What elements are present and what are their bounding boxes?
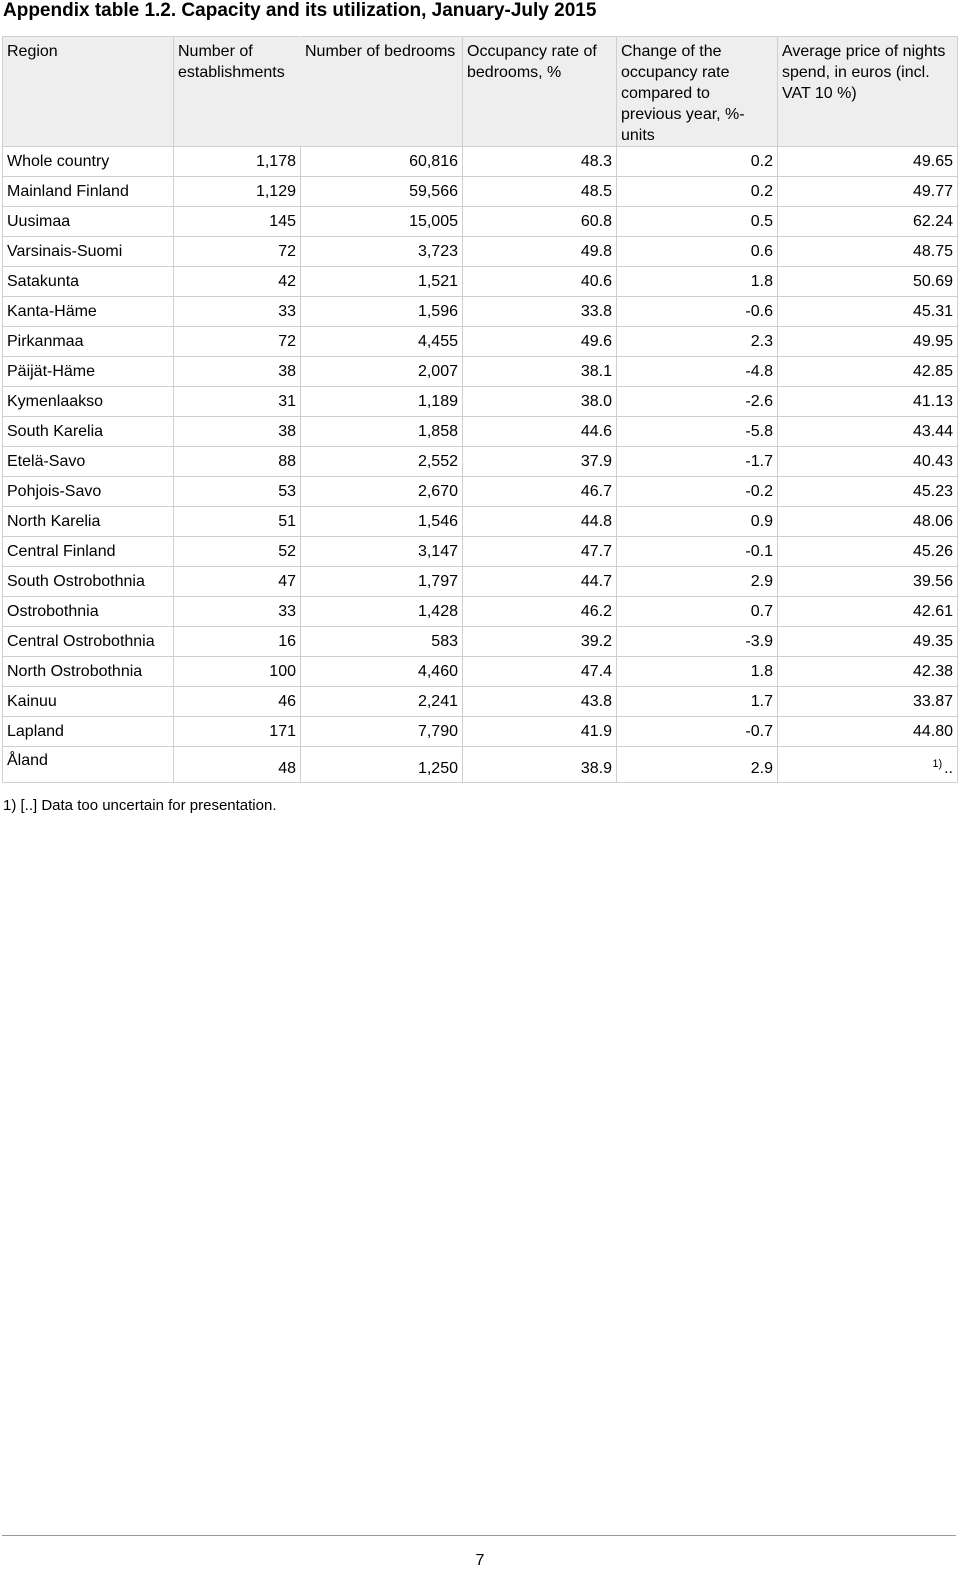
cell-change: -3.9 [617,627,778,657]
cell-occupancy: 41.9 [463,717,617,747]
table-row [3,207,958,237]
cell-change: 2.3 [617,327,778,357]
page-title: Appendix table 1.2. Capacity and its utilization, January-July 2015 [3,0,597,21]
cell-region: Varsinais-Suomi [3,237,174,267]
cell-change: 1.7 [617,687,778,717]
table-row [3,417,958,447]
cell-establishments: 46 [174,687,301,717]
cell-bedrooms: 3,147 [301,537,463,567]
cell-bedrooms: 1,189 [301,387,463,417]
cell-price: 49.35 [778,627,958,657]
cell-price: 45.23 [778,477,958,507]
cell-price: 45.31 [778,297,958,327]
table-row [3,237,958,267]
cell-region: Kymenlaakso [3,387,174,417]
column-header-bedrooms: Number of bedrooms [301,37,463,147]
cell-change: 2.9 [617,747,778,783]
cell-region: Central Ostrobothnia [3,627,174,657]
table-row [3,267,958,297]
cell-establishments: 1,129 [174,177,301,207]
table-row [3,567,958,597]
cell-bedrooms: 1,521 [301,267,463,297]
cell-region: Kanta-Häme [3,297,174,327]
cell-price: 42.61 [778,597,958,627]
table-row [3,537,958,567]
cell-occupancy: 44.8 [463,507,617,537]
cell-change: 0.2 [617,177,778,207]
cell-establishments: 42 [174,267,301,297]
cell-region: Pohjois-Savo [3,477,174,507]
cell-establishments: 38 [174,417,301,447]
cell-occupancy: 33.8 [463,297,617,327]
column-header-establishments: Number of establishments [174,37,301,147]
capacity-table [2,36,958,783]
cell-establishments: 33 [174,597,301,627]
cell-region: Mainland Finland [3,177,174,207]
cell-establishments: 48 [174,747,301,783]
column-header-occupancy: Occupancy rate of bedrooms, % [463,37,617,147]
cell-change: 0.7 [617,597,778,627]
footnote-marker: 1) [932,758,943,770]
cell-bedrooms: 583 [301,627,463,657]
cell-price-value: .. [944,760,953,777]
cell-region: Päijät-Häme [3,357,174,387]
cell-establishments: 72 [174,237,301,267]
cell-establishments: 1,178 [174,147,301,177]
column-header-region: Region [3,37,174,147]
table-row [3,717,958,747]
table-row [3,657,958,687]
cell-occupancy: 38.9 [463,747,617,783]
cell-change: 1.8 [617,657,778,687]
footnote: 1) [..] Data too uncertain for presentation. [3,797,277,814]
cell-price: 40.43 [778,447,958,477]
cell-establishments: 31 [174,387,301,417]
cell-occupancy: 47.4 [463,657,617,687]
cell-price: 41.13 [778,387,958,417]
cell-establishments: 38 [174,357,301,387]
cell-occupancy: 46.2 [463,597,617,627]
cell-region: Whole country [3,147,174,177]
cell-establishments: 52 [174,537,301,567]
cell-bedrooms: 1,596 [301,297,463,327]
cell-bedrooms: 1,250 [301,747,463,783]
cell-occupancy: 44.7 [463,567,617,597]
column-header-price: Average price of nights spend, in euros (incl. VAT 10 %) [778,37,958,147]
table-row [3,447,958,477]
table-row [3,747,958,783]
cell-occupancy: 37.9 [463,447,617,477]
footer-divider [2,1535,956,1536]
table-row [3,507,958,537]
cell-bedrooms: 15,005 [301,207,463,237]
cell-bedrooms: 4,460 [301,657,463,687]
cell-region: Kainuu [3,687,174,717]
cell-price: 48.06 [778,507,958,537]
cell-price: 33.87 [778,687,958,717]
cell-price: 49.77 [778,177,958,207]
cell-region: Central Finland [3,537,174,567]
cell-change: -2.6 [617,387,778,417]
table-row [3,477,958,507]
cell-change: -1.7 [617,447,778,477]
table-row [3,597,958,627]
cell-region: North Karelia [3,507,174,537]
cell-establishments: 100 [174,657,301,687]
cell-region: Uusimaa [3,207,174,237]
cell-price: 49.65 [778,147,958,177]
cell-establishments: 51 [174,507,301,537]
cell-occupancy: 47.7 [463,537,617,567]
cell-bedrooms: 7,790 [301,717,463,747]
cell-price: 45.26 [778,537,958,567]
cell-region: North Ostrobothnia [3,657,174,687]
cell-price [778,747,958,783]
cell-price: 62.24 [778,207,958,237]
table-row [3,297,958,327]
cell-change: 0.9 [617,507,778,537]
cell-bedrooms: 1,858 [301,417,463,447]
cell-establishments: 145 [174,207,301,237]
cell-price: 49.95 [778,327,958,357]
cell-change: -0.2 [617,477,778,507]
cell-change: -0.6 [617,297,778,327]
table-row [3,387,958,417]
cell-establishments: 53 [174,477,301,507]
cell-change: 0.6 [617,237,778,267]
cell-occupancy: 49.8 [463,237,617,267]
cell-bedrooms: 1,797 [301,567,463,597]
cell-price: 42.85 [778,357,958,387]
cell-region: Åland [3,747,174,783]
cell-region: Pirkanmaa [3,327,174,357]
cell-price: 44.80 [778,717,958,747]
cell-occupancy: 48.3 [463,147,617,177]
cell-occupancy: 60.8 [463,207,617,237]
cell-price: 42.38 [778,657,958,687]
cell-establishments: 47 [174,567,301,597]
page-number: 7 [475,1552,485,1569]
cell-bedrooms: 2,670 [301,477,463,507]
table-row [3,357,958,387]
cell-bedrooms: 2,007 [301,357,463,387]
table-row [3,177,958,207]
cell-change: -5.8 [617,417,778,447]
table-row [3,147,958,177]
table-header-row [3,37,958,147]
cell-bedrooms: 2,241 [301,687,463,717]
cell-occupancy: 44.6 [463,417,617,447]
cell-price: 39.56 [778,567,958,597]
cell-bedrooms: 4,455 [301,327,463,357]
cell-bedrooms: 59,566 [301,177,463,207]
cell-change: 1.8 [617,267,778,297]
cell-region: Satakunta [3,267,174,297]
cell-occupancy: 38.0 [463,387,617,417]
cell-establishments: 16 [174,627,301,657]
cell-price: 43.44 [778,417,958,447]
cell-bedrooms: 2,552 [301,447,463,477]
cell-price: 48.75 [778,237,958,267]
cell-bedrooms: 3,723 [301,237,463,267]
cell-establishments: 72 [174,327,301,357]
cell-change: -4.8 [617,357,778,387]
cell-region: Etelä-Savo [3,447,174,477]
cell-region: Lapland [3,717,174,747]
cell-change: -0.7 [617,717,778,747]
cell-establishments: 33 [174,297,301,327]
cell-occupancy: 38.1 [463,357,617,387]
cell-region: South Karelia [3,417,174,447]
table-row [3,627,958,657]
cell-change: 2.9 [617,567,778,597]
cell-occupancy: 48.5 [463,177,617,207]
cell-change: 0.2 [617,147,778,177]
cell-change: 0.5 [617,207,778,237]
cell-occupancy: 40.6 [463,267,617,297]
cell-bedrooms: 1,546 [301,507,463,537]
cell-bedrooms: 60,816 [301,147,463,177]
table-body [3,147,958,783]
cell-occupancy: 49.6 [463,327,617,357]
cell-establishments: 171 [174,717,301,747]
column-header-change: Change of the occupancy rate compared to previous year, %-units [617,37,778,147]
cell-occupancy: 43.8 [463,687,617,717]
cell-change: -0.1 [617,537,778,567]
cell-occupancy: 46.7 [463,477,617,507]
table-row [3,327,958,357]
cell-price: 50.69 [778,267,958,297]
cell-occupancy: 39.2 [463,627,617,657]
cell-establishments: 88 [174,447,301,477]
table-row [3,687,958,717]
cell-bedrooms: 1,428 [301,597,463,627]
cell-region: South Ostrobothnia [3,567,174,597]
cell-region: Ostrobothnia [3,597,174,627]
